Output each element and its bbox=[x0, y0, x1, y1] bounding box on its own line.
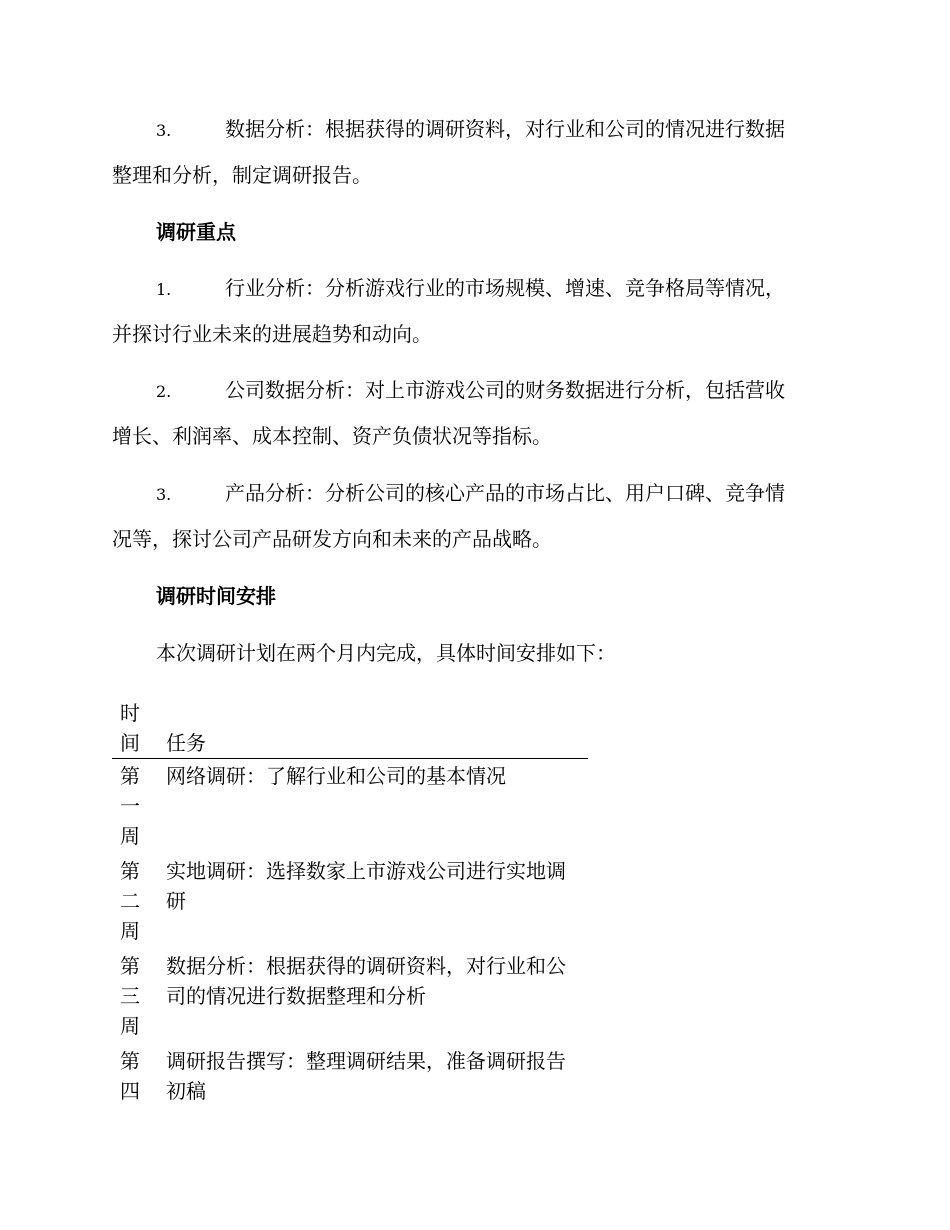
list-text: 行业分析：分析游戏行业的市场规模、增速、竞争格局等情况， bbox=[225, 276, 785, 300]
table-row bbox=[112, 856, 588, 949]
list-item-line bbox=[112, 471, 837, 517]
cell-task: 实地调研：选择数家上市游戏公司进行实地调研 bbox=[166, 859, 566, 913]
cell-time: 第四 bbox=[120, 1049, 140, 1103]
list-item-industry-analysis bbox=[112, 266, 837, 357]
list-item-line bbox=[112, 107, 837, 153]
list-text-continuation: 况等，探讨公司产品研发方向和未来的产品战略。 bbox=[112, 527, 552, 551]
cell-task: 网络调研：了解行业和公司的基本情况 bbox=[166, 764, 506, 788]
cell-time: 第二周 bbox=[120, 859, 140, 943]
list-text: 产品分析：分析公司的核心产品的市场占比、用户口碑、竞争情 bbox=[225, 481, 785, 505]
table-header-row bbox=[112, 698, 588, 759]
schedule-intro: 本次调研计划在两个月内完成，具体时间安排如下： bbox=[156, 641, 616, 665]
schedule-table bbox=[112, 698, 588, 1106]
table-row bbox=[112, 1046, 588, 1106]
list-number: 1. bbox=[156, 280, 172, 299]
list-text-continuation: 增长、利润率、成本控制、资产负债状况等指标。 bbox=[112, 424, 552, 448]
table-row bbox=[112, 951, 588, 1044]
section-heading-schedule: 调研时间安排 bbox=[156, 584, 276, 608]
table-row bbox=[112, 761, 588, 854]
list-item-line bbox=[112, 368, 837, 414]
list-item-line bbox=[112, 266, 837, 312]
header-task: 任务 bbox=[166, 731, 206, 755]
section-heading-focus: 调研重点 bbox=[156, 220, 236, 244]
list-item-product-analysis bbox=[112, 471, 837, 562]
cell-time: 第三周 bbox=[120, 954, 140, 1038]
header-time: 时间 bbox=[120, 701, 140, 755]
list-text-continuation: 整理和分析，制定调研报告。 bbox=[112, 163, 372, 187]
list-number: 3. bbox=[156, 121, 172, 140]
list-number: 2. bbox=[156, 382, 172, 401]
list-text-continuation: 并探讨行业未来的进展趋势和动向。 bbox=[112, 322, 432, 346]
cell-task: 调研报告撰写：整理调研结果，准备调研报告初稿 bbox=[166, 1049, 566, 1103]
list-text: 数据分析：根据获得的调研资料，对行业和公司的情况进行数据 bbox=[225, 117, 785, 141]
cell-time: 第一周 bbox=[120, 764, 140, 848]
list-item-company-data-analysis bbox=[112, 368, 837, 459]
list-text: 公司数据分析：对上市游戏公司的财务数据进行分析，包括营收 bbox=[225, 378, 785, 402]
cell-task: 数据分析：根据获得的调研资料，对行业和公司的情况进行数据整理和分析 bbox=[166, 954, 566, 1008]
list-item-data-analysis bbox=[112, 107, 837, 198]
list-number: 3. bbox=[156, 485, 172, 504]
